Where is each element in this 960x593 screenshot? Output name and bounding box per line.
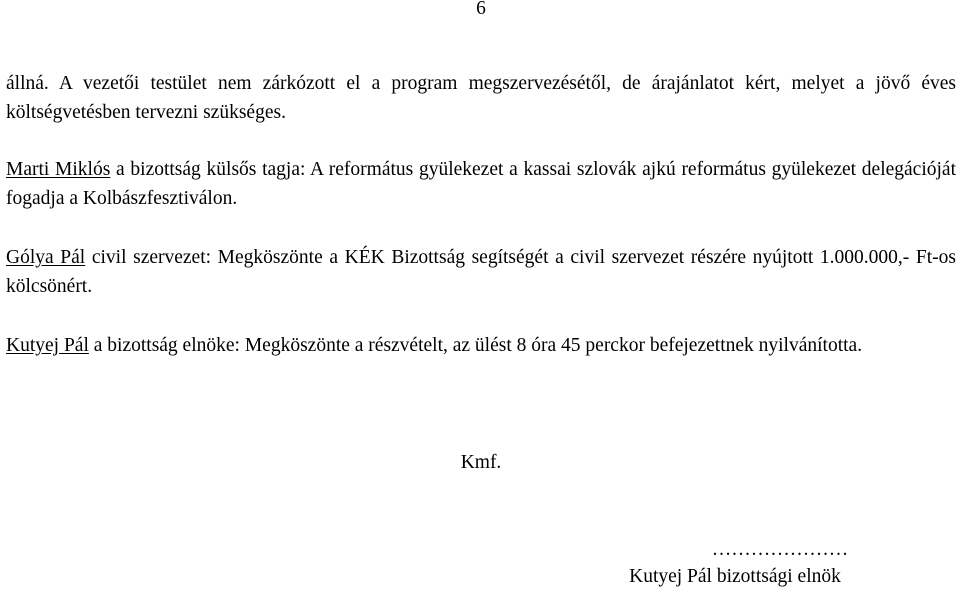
paragraph-text: civil szervezet: Megköszönte a KÉK Bizottság segítségét a civil szervezet részére nyújtott 1.000.000,- Ft-os kölcsönért. [6, 247, 956, 297]
kmf-label: Kmf. [460, 452, 502, 473]
signature-title: Kutyej Pál bizottsági elnök [629, 566, 841, 587]
paragraph-text: a bizottság elnöke: Megköszönte a részvételt, az ülést 8 óra 45 perckor befejezettnek nyilvánította. [88, 335, 863, 356]
paragraph-text: a bizottság külsős tagja: A református gyülekezet a kassai szlovák ajkú református gyülekezet delegációját fogadja a Kolbászfesztiválon. [6, 159, 956, 209]
paragraph-continuation [6, 69, 956, 127]
speaker-name: Marti Miklós [6, 159, 111, 180]
paragraph-marti-miklos [6, 155, 956, 213]
page-number: 6 [476, 0, 486, 19]
paragraph-kutyej-pal [6, 331, 956, 360]
paragraph-golya-pal [6, 243, 956, 301]
speaker-name: Gólya Pál [6, 247, 86, 268]
paragraph-text: állná. A vezetői testület nem zárkózott el a program megszervezésétől, de árajánlatot kért, melyet a jövő éves költségvetésben tervezni szükséges. [6, 73, 956, 123]
speaker-name: Kutyej Pál [6, 335, 89, 356]
signature-line: ………………… [711, 539, 849, 560]
